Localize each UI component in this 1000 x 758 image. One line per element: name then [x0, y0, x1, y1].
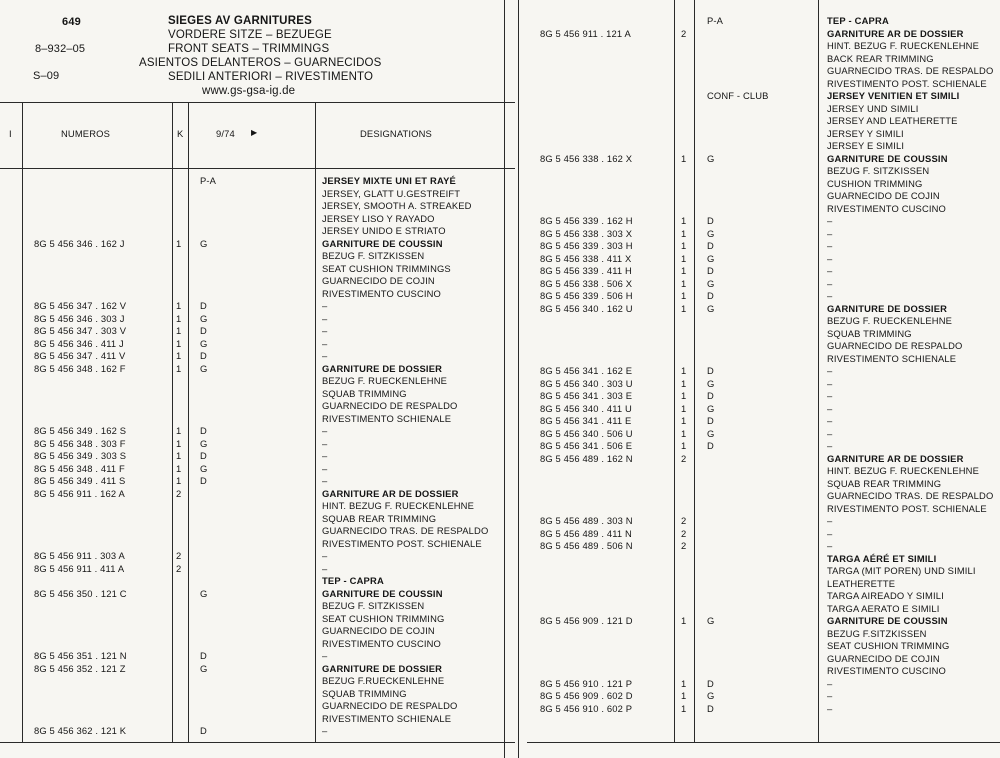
part-number: 8G 5 456 339 . 303 H: [540, 240, 633, 251]
bottom-rule-left: [0, 742, 515, 743]
part-number: 8G 5 456 339 . 411 H: [540, 265, 632, 276]
part-number: 8G 5 456 351 . 121 N: [34, 650, 127, 661]
title-line-3: FRONT SEATS – TRIMMINGS: [168, 43, 330, 55]
variant: D: [200, 475, 207, 486]
designation: GUARNECIDO DE RESPALDO: [322, 700, 458, 711]
designation: GARNITURE DE DOSSIER: [827, 302, 948, 314]
quantity: 1: [176, 462, 182, 474]
designation: –: [827, 290, 833, 301]
variant: G: [200, 662, 208, 674]
quantity: 2: [176, 487, 182, 499]
part-number: 8G 5 456 911 . 411 A: [34, 562, 125, 574]
designation: –: [827, 377, 833, 389]
part-number: 8G 5 456 910 . 121 P: [540, 677, 633, 689]
part-number: 8G 5 456 340 . 411 U: [540, 402, 632, 414]
variant: G: [200, 587, 208, 599]
designation: JERSEY UNIDO E STRIATO: [322, 225, 446, 236]
designation: –: [827, 227, 833, 239]
variant: G: [707, 302, 715, 314]
part-number: 8G 5 456 911 . 162 A: [34, 487, 125, 499]
quantity: 1: [681, 227, 687, 239]
section-code: S–09: [33, 70, 60, 82]
part-number: 8G 5 456 909 . 121 D: [540, 615, 633, 626]
designation: –: [827, 427, 833, 439]
quantity: 1: [681, 365, 687, 376]
designation: JERSEY Y SIMILI: [827, 127, 904, 139]
designation: HINT. BEZUG F. RUECKENLEHNE: [827, 465, 979, 476]
part-number: 8G 5 456 347 . 411 V: [34, 350, 126, 361]
designation: BEZUG F. SITZKISSEN: [827, 165, 930, 176]
designation: GARNITURE DE COUSSIN: [827, 152, 948, 164]
designation: –: [322, 300, 328, 311]
designation: –: [322, 475, 328, 486]
part-number: 8G 5 456 350 . 121 C: [34, 587, 127, 599]
part-number: 8G 5 456 341 . 303 E: [540, 390, 633, 401]
designation: GUARNECIDO DE COJIN: [322, 625, 435, 636]
designation: –: [322, 725, 328, 736]
part-number: 8G 5 456 339 . 506 H: [540, 290, 633, 301]
designation: –: [827, 440, 833, 451]
variant: G: [200, 237, 208, 249]
designation: TARGA (MIT POREN) UND SIMILI: [827, 565, 976, 576]
designation: –: [322, 437, 328, 449]
variant: G: [707, 377, 715, 389]
variant: D: [707, 365, 714, 376]
designation: –: [827, 402, 833, 414]
quantity: 2: [176, 550, 182, 561]
designation: –: [827, 702, 833, 714]
variant: G: [707, 402, 715, 414]
part-number: 8G 5 456 346 . 411 J: [34, 337, 124, 349]
quantity: 1: [176, 350, 182, 361]
variant: G: [707, 427, 715, 439]
col-rule-designation-right: [818, 0, 819, 742]
designation: –: [322, 462, 328, 474]
variant: D: [200, 425, 207, 436]
quantity: 2: [176, 562, 182, 574]
part-number: 8G 5 456 911 . 121 A: [540, 27, 631, 39]
quantity: 1: [176, 437, 182, 449]
quantity: 1: [681, 265, 687, 276]
quantity: 1: [176, 362, 182, 374]
designation: GUARNECIDO DE RESPALDO: [322, 400, 458, 411]
designation: BEZUG F. SITZKISSEN: [322, 250, 425, 261]
designation: –: [322, 550, 328, 561]
part-number: 8G 5 456 362 . 121 K: [34, 725, 127, 736]
designation: –: [827, 515, 833, 526]
designation: GUARNECIDO DE COJIN: [827, 190, 940, 201]
quantity: 1: [176, 312, 182, 324]
part-number: 8G 5 456 352 . 121 Z: [34, 662, 126, 674]
arrow-right-icon: ▶: [251, 128, 258, 137]
part-number: 8G 5 456 340 . 506 U: [540, 427, 633, 439]
page-divider-b: [518, 0, 519, 758]
designation: SQUAB TRIMMING: [322, 387, 407, 399]
variant: D: [707, 440, 714, 451]
designation: GARNITURE AR DE DOSSIER: [827, 27, 964, 39]
variant: G: [200, 462, 208, 474]
part-number: 8G 5 456 341 . 506 E: [540, 440, 633, 451]
variant: P-A: [707, 15, 724, 26]
quantity: 1: [681, 690, 687, 701]
designation: RIVESTIMENTO POST. SCHIENALE: [827, 77, 987, 89]
part-number: 8G 5 456 340 . 162 U: [540, 302, 633, 314]
designation: SQUAB REAR TRIMMING: [322, 512, 437, 524]
variant: D: [200, 450, 207, 461]
quantity: 1: [681, 377, 687, 389]
designation: –: [827, 277, 833, 289]
part-number: 8G 5 456 341 . 411 E: [540, 415, 632, 426]
variant: D: [200, 725, 207, 736]
bottom-rule-right: [527, 742, 1000, 743]
part-number: 8G 5 456 489 . 411 N: [540, 527, 632, 539]
part-number: 8G 5 456 338 . 162 X: [540, 152, 633, 164]
part-number: 8G 5 456 346 . 162 J: [34, 237, 125, 249]
part-number: 8G 5 456 349 . 162 S: [34, 425, 127, 436]
quantity: 1: [681, 215, 687, 226]
part-number: 8G 5 456 489 . 303 N: [540, 515, 633, 526]
variant: D: [200, 350, 207, 361]
designation: RIVESTIMENTO CUSCINO: [322, 287, 441, 299]
part-number: 8G 5 456 348 . 411 F: [34, 462, 125, 474]
designation: CUSHION TRIMMING: [827, 177, 923, 189]
designation: –: [827, 390, 833, 401]
designation: –: [827, 540, 833, 551]
part-number: 8G 5 456 348 . 162 F: [34, 362, 126, 374]
designation: GARNITURE DE DOSSIER: [322, 662, 443, 674]
quantity: 1: [681, 302, 687, 314]
col-rule-v-right: [694, 0, 695, 742]
column-header-rule: [0, 168, 515, 169]
designation: TEP - CAPRA: [322, 575, 384, 586]
part-number: 8G 5 456 911 . 303 A: [34, 550, 125, 561]
variant: G: [707, 690, 715, 701]
part-number: 8G 5 456 349 . 411 S: [34, 475, 126, 486]
quantity: 2: [681, 27, 687, 39]
designation: SQUAB TRIMMING: [322, 687, 407, 699]
designation: –: [827, 527, 833, 539]
variant: G: [200, 437, 208, 449]
part-number: 8G 5 456 340 . 303 U: [540, 377, 633, 389]
variant: CONF - CLUB: [707, 90, 769, 101]
col-rule-v: [188, 102, 189, 742]
quantity: 1: [681, 252, 687, 264]
designation: SEAT CUSHION TRIMMINGS: [322, 262, 451, 274]
designation: RIVESTIMENTO CUSCINO: [827, 202, 946, 214]
col-rule-designation: [315, 102, 316, 742]
variant: D: [707, 677, 714, 689]
col-heading-k: K: [177, 128, 184, 139]
quantity: 1: [176, 325, 182, 336]
quantity: 1: [681, 702, 687, 714]
variant: D: [200, 300, 207, 311]
variant: D: [707, 390, 714, 401]
designation: GUARNECIDO TRAS. DE RESPALDO: [827, 490, 994, 501]
col-heading-date: 9/74: [216, 128, 235, 139]
quantity: 1: [681, 390, 687, 401]
designation: TARGA AÉRÉ ET SIMILI: [827, 552, 937, 564]
designation: RIVESTIMENTO CUSCINO: [322, 637, 441, 649]
designation: JERSEY MIXTE UNI ET RAYÉ: [322, 175, 457, 186]
variant: G: [200, 337, 208, 349]
designation: RIVESTIMENTO SCHIENALE: [322, 412, 452, 424]
variant: G: [707, 615, 715, 626]
quantity: 1: [681, 615, 687, 626]
quantity: 1: [681, 415, 687, 426]
variant: D: [707, 415, 714, 426]
variant: G: [707, 277, 715, 289]
page-number: 649: [62, 16, 81, 28]
designation: –: [827, 415, 833, 426]
designation: SEAT CUSHION TRIMMING: [827, 640, 950, 651]
quantity: 1: [681, 277, 687, 289]
designation: –: [827, 677, 833, 689]
quantity: 1: [176, 237, 182, 249]
designation: TARGA AIREADO Y SIMILI: [827, 590, 944, 601]
part-number: 8G 5 456 347 . 303 V: [34, 325, 127, 336]
col-heading-numeros: NUMEROS: [61, 128, 110, 139]
part-number: 8G 5 456 338 . 303 X: [540, 227, 633, 239]
title-line-1: SIEGES AV GARNITURES: [168, 15, 312, 27]
designation: GARNITURE AR DE DOSSIER: [827, 452, 964, 464]
part-number: 8G 5 456 347 . 162 V: [34, 300, 127, 311]
designation: –: [322, 312, 328, 324]
col-heading-designations: DESIGNATIONS: [360, 128, 432, 139]
part-number: 8G 5 456 349 . 303 S: [34, 450, 127, 461]
designation: GARNITURE AR DE DOSSIER: [322, 487, 459, 499]
designation: –: [322, 450, 328, 461]
designation: GUARNECIDO TRAS. DE RESPALDO: [322, 525, 489, 536]
quantity: 1: [681, 402, 687, 414]
variant: D: [200, 325, 207, 336]
quantity: 1: [681, 677, 687, 689]
designation: SQUAB TRIMMING: [827, 327, 912, 339]
quantity: 1: [176, 337, 182, 349]
variant: P-A: [200, 175, 217, 186]
designation: RIVESTIMENTO SCHIENALE: [322, 712, 452, 724]
designation: GUARNECIDO TRAS. DE RESPALDO: [827, 65, 994, 76]
designation: –: [322, 350, 328, 361]
header-rule: [0, 102, 515, 103]
title-line-2: VORDERE SITZE – BEZUEGE: [168, 29, 332, 41]
designation: –: [827, 215, 833, 226]
designation: RIVESTIMENTO POST. SCHIENALE: [322, 537, 482, 549]
part-number: 8G 5 456 339 . 162 H: [540, 215, 633, 226]
designation: –: [322, 325, 328, 336]
designation: –: [322, 650, 328, 661]
designation: RIVESTIMENTO CUSCINO: [827, 665, 946, 676]
designation: JERSEY, SMOOTH A. STREAKED: [322, 200, 472, 211]
designation: HINT. BEZUG F. RUECKENLEHNE: [322, 500, 474, 511]
designation: SQUAB REAR TRIMMING: [827, 477, 942, 489]
quantity: 2: [681, 527, 687, 539]
designation: BEZUG F.SITZKISSEN: [827, 627, 927, 639]
catalog-code: 8–932–05: [35, 43, 86, 55]
designation: JERSEY, GLATT U.GESTREIFT: [322, 187, 461, 199]
col-rule-i: [22, 102, 23, 742]
page-divider-a: [504, 0, 505, 758]
quantity: 2: [681, 540, 687, 551]
website-link[interactable]: www.gs-gsa-ig.de: [202, 85, 296, 97]
quantity: 1: [681, 240, 687, 251]
designation: GUARNECIDO DE RESPALDO: [827, 340, 963, 351]
col-rule-k: [172, 102, 173, 742]
quantity: 1: [176, 425, 182, 436]
designation: TARGA AERATO E SIMILI: [827, 602, 940, 614]
quantity: 1: [176, 450, 182, 461]
designation: BEZUG F. RUECKENLEHNE: [827, 315, 953, 326]
designation: GARNITURE DE DOSSIER: [322, 362, 443, 374]
quantity: 2: [681, 452, 687, 464]
designation: –: [827, 240, 833, 251]
variant: G: [200, 362, 208, 374]
variant: G: [707, 252, 715, 264]
variant: D: [707, 265, 714, 276]
variant: G: [707, 227, 715, 239]
designation: RIVESTIMENTO POST. SCHIENALE: [827, 502, 987, 514]
part-number: 8G 5 456 346 . 303 J: [34, 312, 125, 324]
quantity: 1: [681, 152, 687, 164]
variant: D: [707, 290, 714, 301]
designation: GARNITURE DE COUSSIN: [827, 615, 948, 626]
variant: D: [200, 650, 207, 661]
part-number: 8G 5 456 910 . 602 P: [540, 702, 633, 714]
part-number: 8G 5 456 348 . 303 F: [34, 437, 126, 449]
designation: GUARNECIDO DE COJIN: [827, 652, 940, 664]
designation: GUARNECIDO DE COJIN: [322, 275, 435, 286]
quantity: 2: [681, 515, 687, 526]
title-line-5: SEDILI ANTERIORI – RIVESTIMENTO: [168, 71, 374, 83]
part-number: 8G 5 456 338 . 411 X: [540, 252, 632, 264]
part-number: 8G 5 456 489 . 162 N: [540, 452, 633, 464]
designation: –: [322, 425, 328, 436]
designation: –: [827, 690, 833, 701]
designation: GARNITURE DE COUSSIN: [322, 237, 443, 249]
part-number: 8G 5 456 909 . 602 D: [540, 690, 633, 701]
designation: –: [827, 365, 833, 376]
quantity: 1: [681, 427, 687, 439]
designation: –: [322, 337, 328, 349]
variant: D: [707, 240, 714, 251]
part-number: 8G 5 456 338 . 506 X: [540, 277, 633, 289]
col-rule-k-right: [674, 0, 675, 742]
title-line-4: ASIENTOS DELANTEROS – GUARNECIDOS: [139, 57, 382, 69]
designation: GARNITURE DE COUSSIN: [322, 587, 443, 599]
variant: G: [200, 312, 208, 324]
quantity: 1: [681, 290, 687, 301]
designation: BACK REAR TRIMMING: [827, 52, 934, 64]
designation: BEZUG F. SITZKISSEN: [322, 600, 425, 611]
part-number: 8G 5 456 341 . 162 E: [540, 365, 633, 376]
variant: D: [707, 702, 714, 714]
designation: HINT. BEZUG F. RUECKENLEHNE: [827, 40, 979, 51]
part-number: 8G 5 456 489 . 506 N: [540, 540, 633, 551]
designation: JERSEY AND LEATHERETTE: [827, 115, 958, 126]
designation: JERSEY LISO Y RAYADO: [322, 212, 435, 224]
designation: JERSEY E SIMILI: [827, 140, 905, 151]
variant: G: [707, 152, 715, 164]
variant: D: [707, 215, 714, 226]
designation: LEATHERETTE: [827, 577, 896, 589]
designation: BEZUG F.RUECKENLEHNE: [322, 675, 445, 686]
designation: –: [827, 265, 833, 276]
col-heading-i: I: [9, 128, 12, 139]
quantity: 1: [681, 440, 687, 451]
designation: TEP - CAPRA: [827, 15, 889, 26]
designation: BEZUG F. RUECKENLEHNE: [322, 375, 448, 386]
designation: JERSEY UND SIMILI: [827, 102, 919, 114]
quantity: 1: [176, 300, 182, 311]
designation: –: [322, 562, 328, 574]
designation: RIVESTIMENTO SCHIENALE: [827, 352, 957, 364]
designation: JERSEY VENITIEN ET SIMILI: [827, 90, 960, 101]
quantity: 1: [176, 475, 182, 486]
designation: –: [827, 252, 833, 264]
designation: SEAT CUSHION TRIMMING: [322, 612, 445, 624]
